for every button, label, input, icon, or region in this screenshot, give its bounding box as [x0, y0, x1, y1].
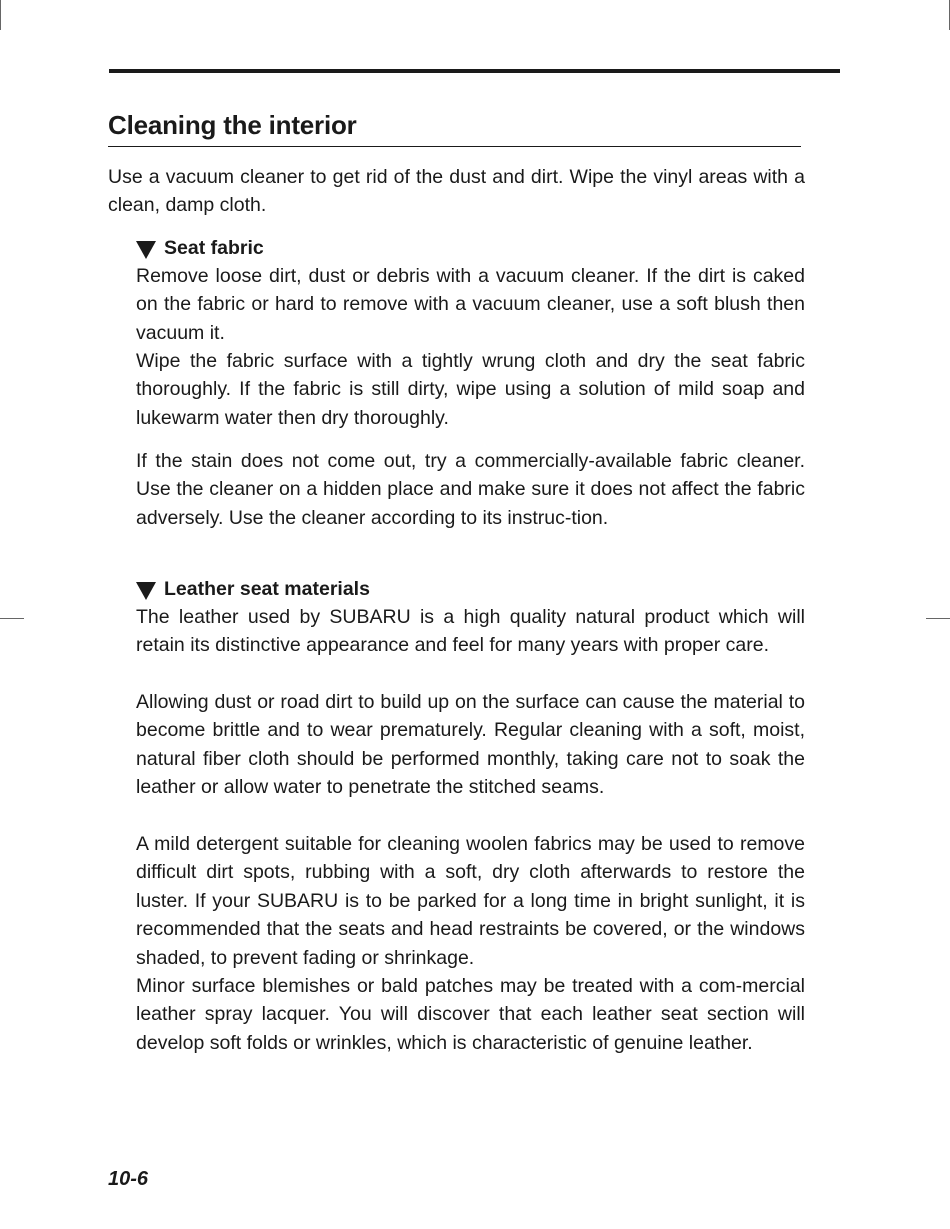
leather-paragraph-3: A mild detergent suitable for cleaning woolen fabrics may be used to remove difficult dirt spots, rubbing with a soft, dry cloth afterwards to restore the luster. If your SUBARU is to be parked for a long time in bright sunlight, it is recommended that the seats and head restraints be covered, or the windows shaded, to prevent fading or shrinkage.: [136, 833, 805, 969]
header-rule: [109, 69, 840, 73]
crop-mark-top-left: [0, 0, 1, 30]
leather-paragraph-4: Minor surface blemishes or bald patches may be treated with a com-mercial leather spray lacquer. You will discover that each leather seat section will develop soft folds or wrinkles, which is characteristic of genuine leather.: [136, 975, 805, 1054]
crop-mark-middle-left: [0, 618, 24, 619]
seat-fabric-paragraph-1: Remove loose dirt, dust or debris with a vacuum cleaner. If the dirt is caked on the fabric or hard to remove with a vacuum cleaner, use a soft blush then vacuum it.: [136, 265, 805, 344]
seat-fabric-paragraph-2: Wipe the fabric surface with a tightly wrung cloth and dry the seat fabric thoroughly. If the fabric is still dirty, wipe using a solution of mild soap and lukewarm water then dry thoroughly.: [136, 350, 805, 429]
seat-fabric-heading: [136, 235, 264, 261]
down-triangle-icon: [136, 582, 156, 600]
leather-heading: [136, 576, 370, 602]
page-title: Cleaning the interior: [108, 108, 801, 147]
seat-fabric-paragraph-3: If the stain does not come out, try a commercially-available fabric cleaner. Use the cleaner on a hidden place and make sure it does not affect the fabric adversely. Use the cleaner according to its instruc-tion.: [136, 450, 805, 529]
crop-mark-middle-right: [926, 618, 950, 619]
leather-paragraph-1: The leather used by SUBARU is a high quality natural product which will retain its distinctive appearance and feel for many years with proper care.: [136, 606, 805, 657]
down-triangle-icon: [136, 241, 156, 259]
page-number: 10-6: [108, 1168, 149, 1190]
leather-paragraph-2: Allowing dust or road dirt to build up on the surface can cause the material to become brittle and to wear prematurely. Regular cleaning with a soft, moist, natural fiber cloth should be performed monthly, taking care not to soak the leather or allow water to penetrate the stitched seams.: [136, 691, 805, 799]
intro-paragraph: Use a vacuum cleaner to get rid of the dust and dirt. Wipe the vinyl areas with a clean, damp cloth.: [108, 166, 805, 217]
leather-heading-label: Leather seat materials: [164, 578, 370, 600]
seat-fabric-heading-label: Seat fabric: [164, 237, 264, 259]
